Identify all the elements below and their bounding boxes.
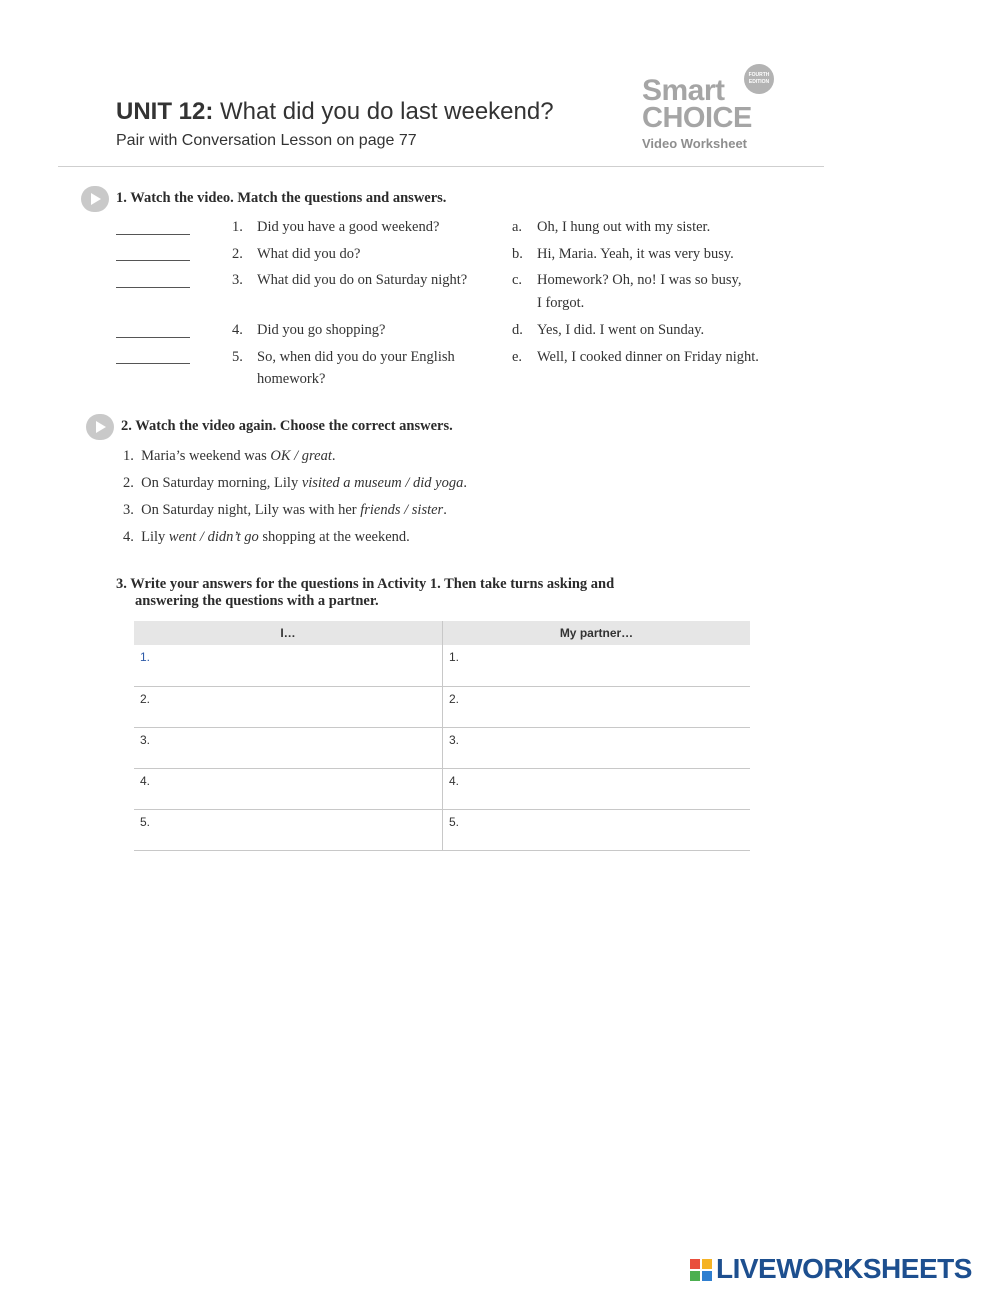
header-divider [58,166,824,167]
choice-item: 4. Lily went / didn’t go shopping at the weekend. [123,529,410,545]
question-number: 4. [232,322,243,338]
choice-item: 2. On Saturday morning, Lily visited a museum / did yoga. [123,475,467,491]
question-number: 1. [232,219,243,235]
question-text: What did you do? [257,246,361,262]
logo-smart: Smart [642,74,725,107]
table-row [134,809,750,850]
choice-options[interactable]: went / didn’t go [168,529,259,545]
question-number: 2. [232,246,243,262]
answer-text: Well, I cooked dinner on Friday night. [537,349,759,365]
activity3-heading-continued: answering the questions with a partner. [135,593,379,609]
table-row [134,768,750,809]
answer-text: Homework? Oh, no! I was so busy, [537,272,742,288]
answer-letter: a. [512,219,523,235]
answer-text: Oh, I hung out with my sister. [537,219,711,235]
page-subtitle: Pair with Conversation Lesson on page 77 [116,132,417,149]
answer-blank[interactable] [116,363,190,364]
my-answer-cell[interactable]: 1. [134,645,443,686]
question-number: 5. [232,349,243,365]
activity3-heading: 3. Write your answers for the questions in Activity 1. Then take turns asking and [116,576,615,592]
answer-blank[interactable] [116,260,190,261]
answer-text: Hi, Maria. Yeah, it was very busy. [537,246,734,262]
unit-title: UNIT 12: What did you do last weekend? [116,98,554,125]
liveworksheets-brand: LIVEWORKSHEETS [716,1253,972,1284]
my-answer-cell[interactable]: 4. [134,768,443,809]
logo-choice: CHOICE [642,102,752,134]
play-video-icon[interactable] [81,186,109,212]
answer-letter: d. [512,322,523,338]
table-row [134,727,750,768]
table-row [134,645,750,686]
answer-blank[interactable] [116,287,190,288]
answer-letter: b. [512,246,523,262]
my-answer-cell[interactable]: 2. [134,686,443,727]
column-header-partner: My partner… [443,621,751,645]
partner-answer-cell[interactable]: 5. [443,809,751,850]
choice-options[interactable]: OK / great [270,448,332,464]
logo-worksheet-label: Video Worksheet [642,136,747,151]
choice-item: 1. Maria’s weekend was OK / great. [123,448,336,464]
question-text: So, when did you do your English [257,349,455,365]
partner-answer-cell[interactable]: 4. [443,768,751,809]
question-text: Did you go shopping? [257,322,386,338]
question-text: What did you do on Saturday night? [257,272,468,288]
liveworksheets-icon [690,1259,712,1281]
question-number: 3. [232,272,243,288]
activity2-heading: 2. Watch the video again. Choose the correct answers. [121,418,453,434]
answer-text: Yes, I did. I went on Sunday. [537,322,705,338]
edition-badge: FOURTH EDITION [744,64,774,94]
answer-text-continued: I forgot. [537,295,585,311]
answer-letter: e. [512,349,523,365]
partner-answer-cell[interactable]: 3. [443,727,751,768]
column-header-me: I… [134,621,443,645]
answer-letter: c. [512,272,523,288]
answer-blank[interactable] [116,234,190,235]
my-answer-cell[interactable]: 5. [134,809,443,850]
answers-table [134,621,750,851]
activity1-heading: 1. Watch the video. Match the questions and answers. [116,190,447,206]
question-text: Did you have a good weekend? [257,219,440,235]
table-row [134,686,750,727]
my-answer-cell[interactable]: 3. [134,727,443,768]
choice-options[interactable]: visited a museum / did yoga [301,475,464,491]
partner-answer-cell[interactable]: 1. [443,645,751,686]
play-video-icon[interactable] [86,414,114,440]
partner-answer-cell[interactable]: 2. [443,686,751,727]
answer-blank[interactable] [116,337,190,338]
question-text-continued: homework? [257,371,326,387]
choice-item: 3. On Saturday night, Lily was with her friends / sister. [123,502,447,518]
choice-options[interactable]: friends / sister [360,502,444,518]
